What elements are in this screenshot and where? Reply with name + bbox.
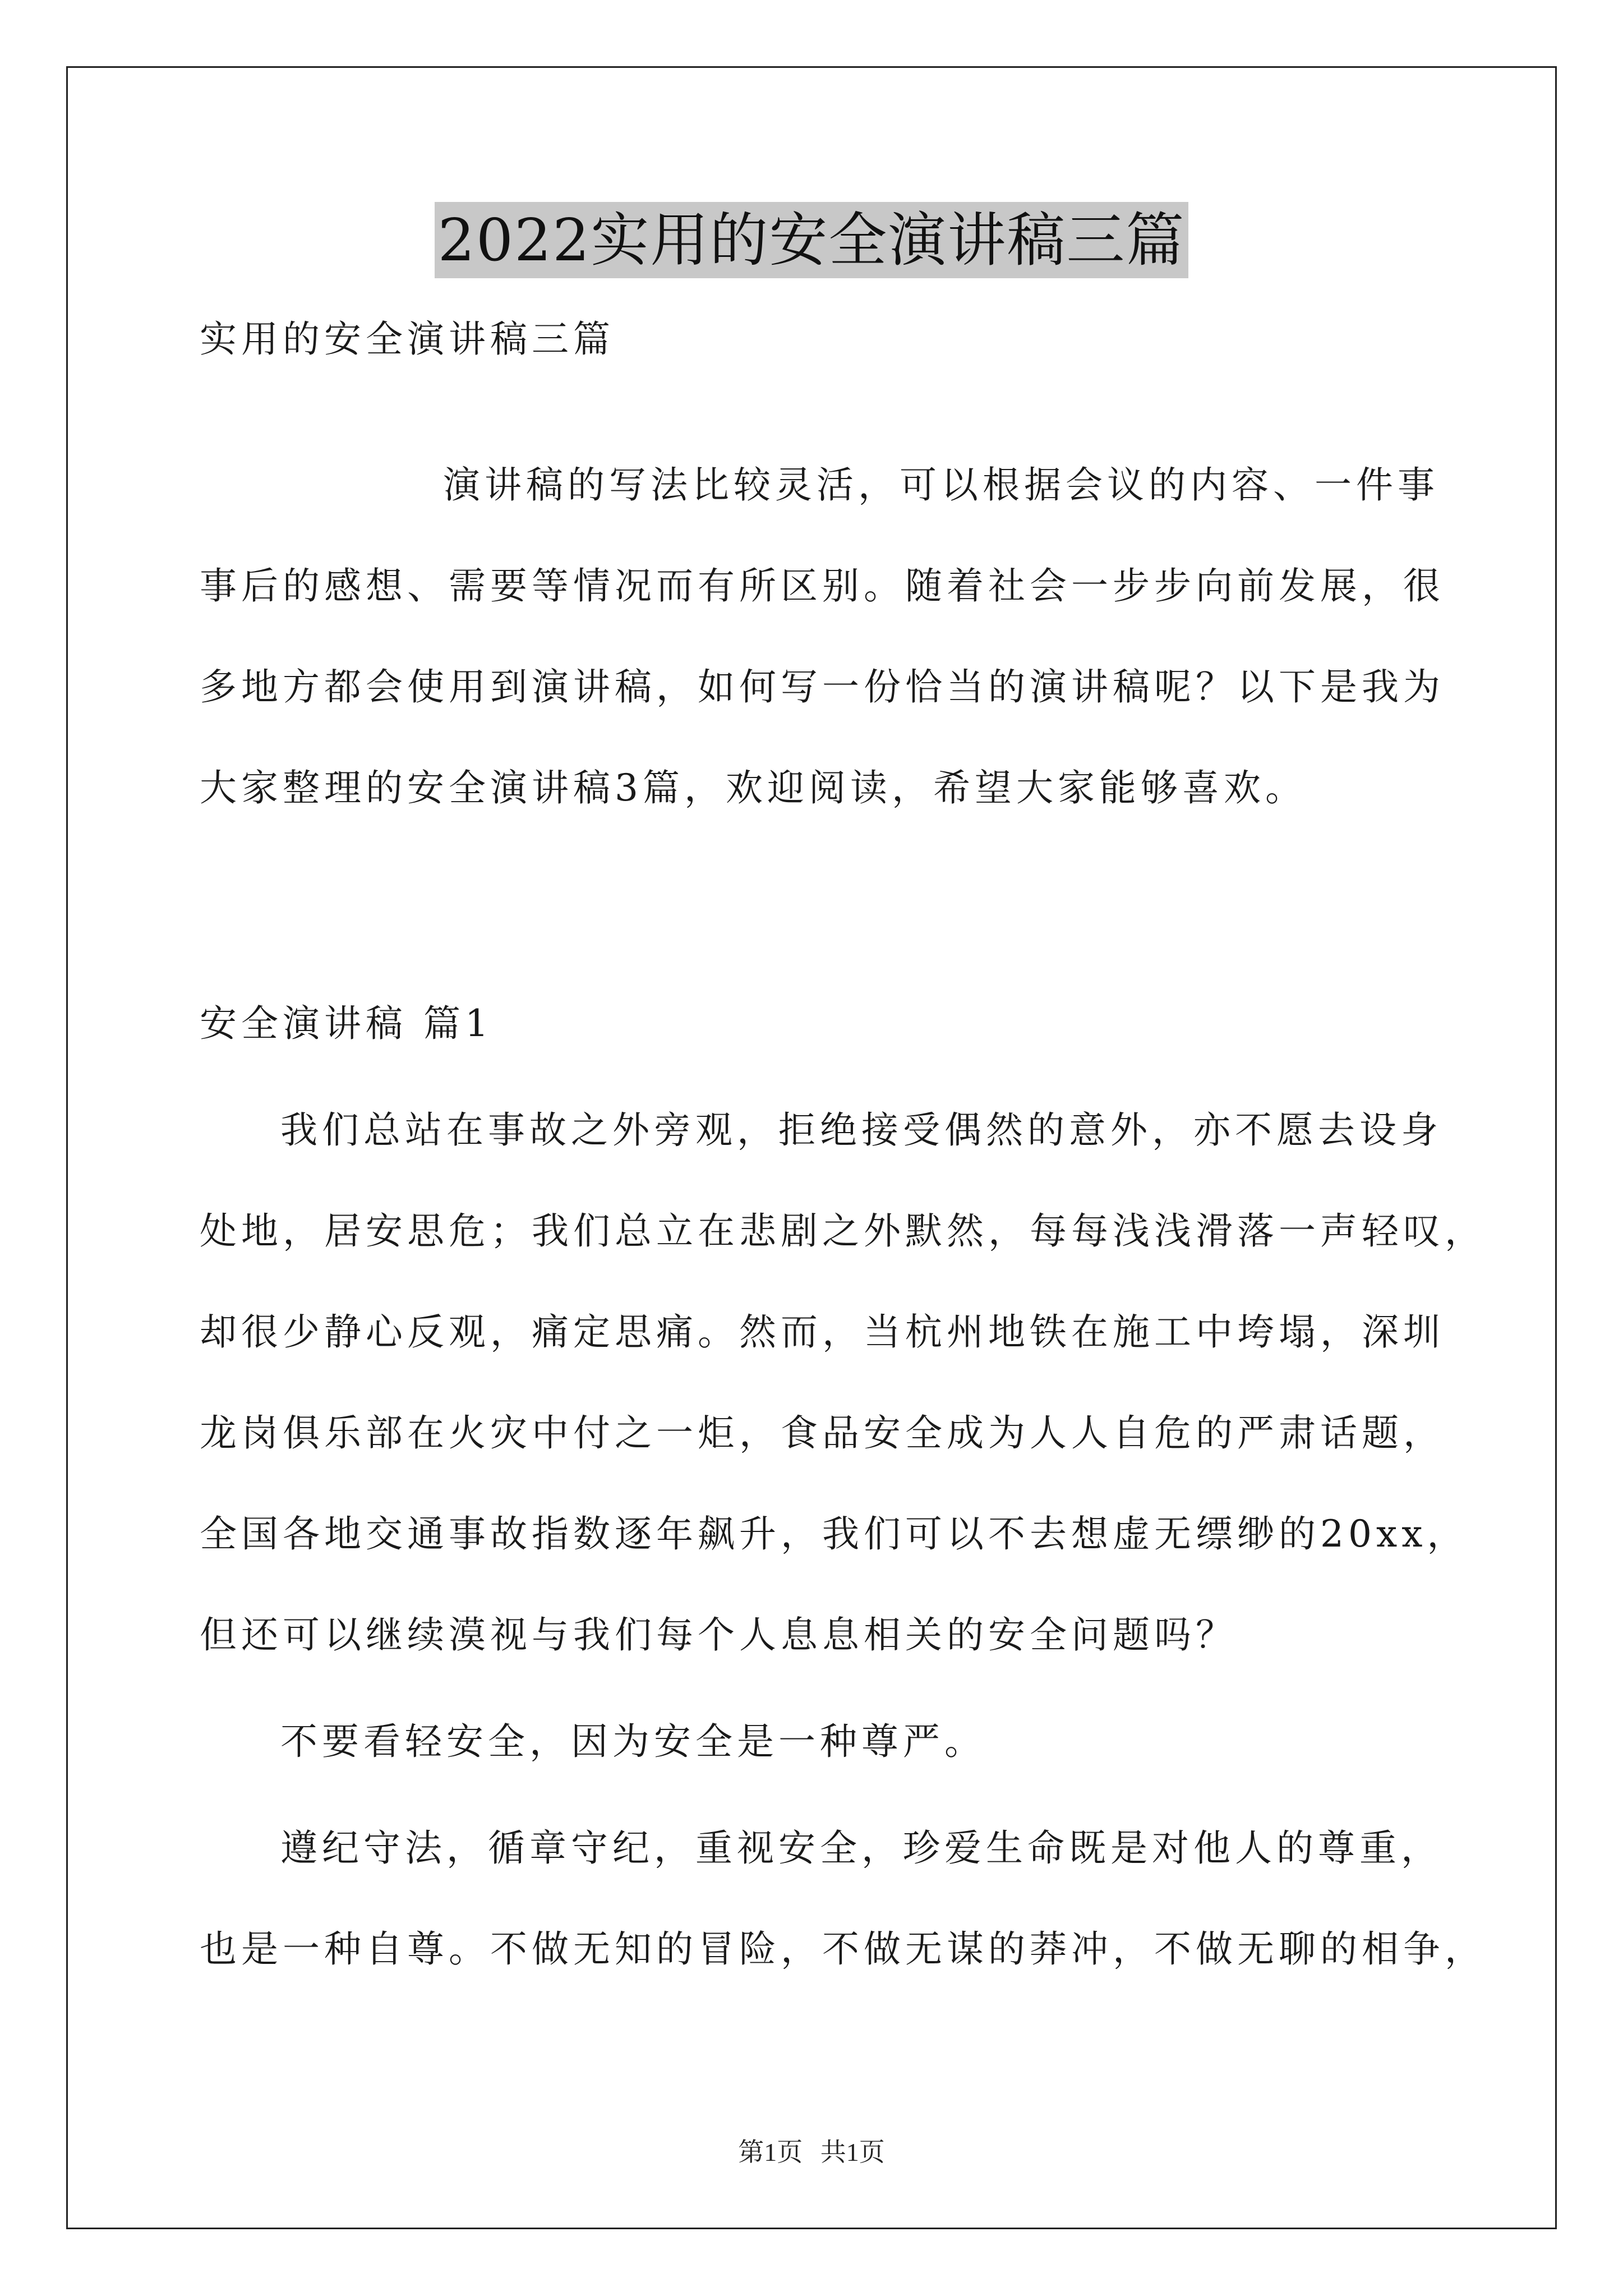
page-footer	[0, 2132, 1623, 2169]
page-total: 共1页	[820, 2138, 885, 2166]
paragraph-line: 但还可以继续漠视与我们每个人息息相关的安全问题吗？	[200, 1613, 1237, 1657]
paragraph-line: 全国各地交通事故指数逐年飙升，我们可以不去想虚无缥缈的20xx，	[200, 1512, 1469, 1556]
intro-line: 事后的感想、需要等情况而有所区别。随着社会一步步向前发展，很	[200, 564, 1445, 608]
paragraph-line: 不要看轻安全，因为安全是一种尊严。	[280, 1720, 986, 1763]
document-subtitle: 实用的安全演讲稿三篇	[200, 318, 615, 361]
intro-line: 演讲稿的写法比较灵活，可以根据会议的内容、一件事	[443, 463, 1439, 507]
intro-line: 多地方都会使用到演讲稿，如何写一份恰当的演讲稿呢？以下是我为	[200, 665, 1445, 708]
paragraph-line: 也是一种自尊。不做无知的冒险，不做无谋的莽冲，不做无聊的相争，	[200, 1927, 1486, 1971]
intro-line: 大家整理的安全演讲稿3篇，欢迎阅读，希望大家能够喜欢。	[200, 766, 1307, 809]
title-container	[0, 202, 1623, 278]
paragraph-line: 遵纪守法，循章守纪，重视安全，珍爱生命既是对他人的尊重，	[280, 1826, 1442, 1870]
document-title: 2022实用的安全演讲稿三篇	[435, 202, 1189, 278]
paragraph-line: 却很少静心反观，痛定思痛。然而，当杭州地铁在施工中垮塌，深圳	[200, 1310, 1445, 1354]
section-heading: 安全演讲稿 篇1	[200, 1002, 493, 1045]
paragraph-line: 处地，居安思危；我们总立在悲剧之外默然，每每浅浅滑落一声轻叹，	[200, 1209, 1486, 1253]
paragraph-line: 龙岗俱乐部在火灾中付之一炬，食品安全成为人人自危的严肃话题，	[200, 1411, 1445, 1455]
page-number: 第1页	[738, 2138, 803, 2166]
paragraph-line: 我们总站在事故之外旁观，拒绝接受偶然的意外，亦不愿去设身	[280, 1108, 1442, 1152]
